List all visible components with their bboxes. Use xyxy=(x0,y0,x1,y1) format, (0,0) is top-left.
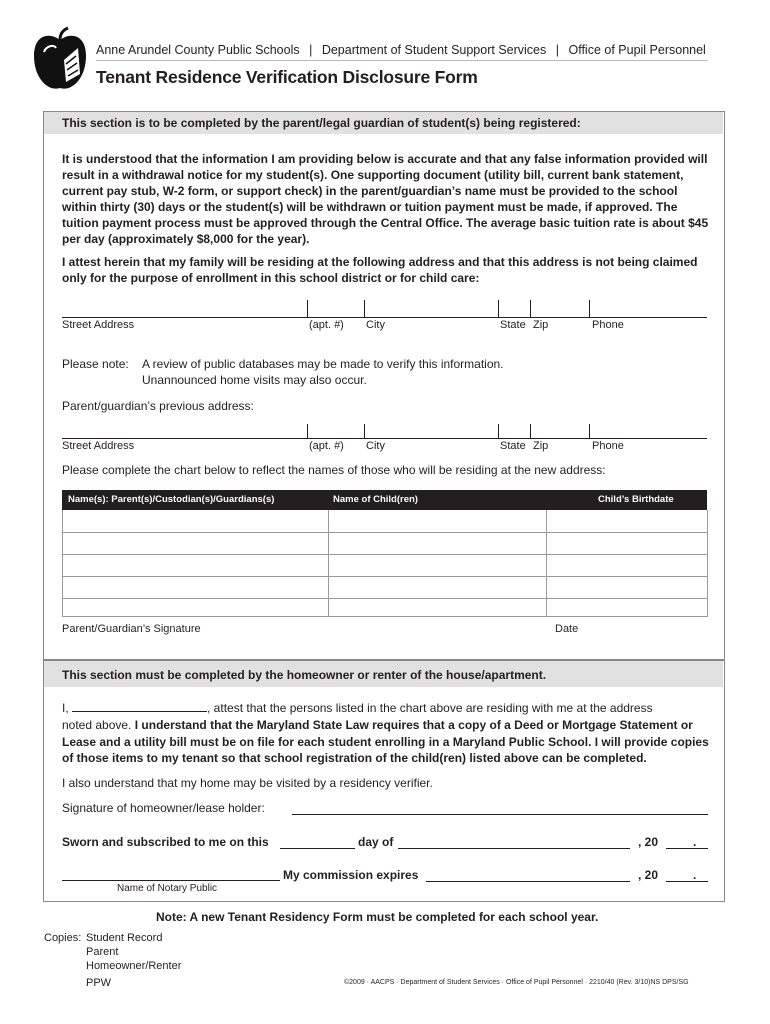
commission-label: My commission expires xyxy=(283,868,419,882)
copy-homeowner: Homeowner/Renter xyxy=(86,960,182,972)
label-prev-zip: Zip xyxy=(533,440,549,452)
label-prev-phone: Phone xyxy=(592,440,624,452)
label-prev-city: City xyxy=(366,440,385,452)
address-divider-phone xyxy=(589,300,590,317)
label-zip: Zip xyxy=(533,319,549,331)
footer-credit: ©2009 · AACPS · Department of Student Services · Office of Pupil Personnel · 2210/40 (Rev. 3/10)NS DPS/SG xyxy=(344,979,689,986)
homeowner-name-field[interactable] xyxy=(72,700,207,712)
label-prev-street: Street Address xyxy=(62,440,135,452)
homeowner-signature-field[interactable] xyxy=(292,800,708,815)
chart-instruction: Please complete the chart below to reflect the names of those who will be residing at the new address: xyxy=(62,463,606,477)
attest-law-text: I understand that the Maryland State Law requires that a copy of a Deed or Mortgage Statement or Lease and a utility bill must be on file for each student enrolling in a Maryland Public School. I will provide copies of those items to my tenant so that school registration of the child(ren) listed above can be completed. xyxy=(62,718,709,765)
verifier-text: I also understand that my home may be visited by a residency verifier. xyxy=(62,776,433,790)
prev-divider-zip xyxy=(530,424,531,438)
th-birthdate: Child’s Birthdate xyxy=(598,494,674,505)
note-line-1: A review of public databases may be made to verify this information. xyxy=(142,357,504,371)
copies-label: Copies: xyxy=(44,932,82,944)
table-col-divider-1 xyxy=(328,510,329,617)
section-homeowner-heading: This section must be completed by the homeowner or renter of the house/apartment. xyxy=(62,668,547,682)
th-parents: Name(s): Parent(s)/Custodian(s)/Guardians(s) xyxy=(68,494,275,505)
copy-ppw: PPW xyxy=(86,977,112,989)
previous-address-label: Parent/guardian’s previous address: xyxy=(62,399,254,413)
sworn-period: . xyxy=(693,835,697,849)
note-prefix: Please note: xyxy=(62,357,129,371)
org-school: Anne Arundel County Public Schools xyxy=(96,43,300,57)
table-row[interactable] xyxy=(62,554,707,577)
notary-name-label: Name of Notary Public xyxy=(117,883,218,894)
commission-year-field[interactable] xyxy=(666,867,708,882)
copy-parent: Parent xyxy=(86,946,119,958)
sworn-year-prefix: , 20 xyxy=(638,835,659,849)
org-line xyxy=(96,43,706,57)
commission-date-field[interactable] xyxy=(426,867,630,882)
previous-address-line[interactable] xyxy=(62,438,707,439)
footer-note: Note: A new Tenant Residency Form must be completed for each school year. xyxy=(156,910,599,924)
address-divider-state xyxy=(498,300,499,317)
attest-paragraph: I attest herein that my family will be residing at the following address and that this address is not being claimed only for the purpose of enrollment in this school district or for child care: xyxy=(62,255,698,285)
day-of-label: day of xyxy=(358,835,394,849)
commission-period: . xyxy=(693,868,697,882)
attest-line-rest: , attest that the persons listed in the chart above are residing with me at the address xyxy=(207,701,653,715)
sworn-year-field[interactable] xyxy=(666,834,708,849)
label-street: Street Address xyxy=(62,319,135,331)
org-department: Department of Student Support Services xyxy=(321,43,547,57)
sworn-month-field[interactable] xyxy=(398,834,630,849)
disclosure-paragraph: It is understood that the information I am providing below is accurate and that any false information provided will result in a withdrawal notice for my student(s). One supporting document (utility bill, current bank statement, current pay stub, W-2 form, or support check) in the parent/guardian’s name must be provided to the school within thirty (30) days or the student(s) will be withdrawn or tuition payment must be made, if approved. The tuition payment process must be approved through the Central Office. The average basic tuition rate is about $45 per day (approximately $8,000 for the year). xyxy=(62,152,709,246)
prev-divider-state xyxy=(498,424,499,438)
org-sep-1: | xyxy=(309,43,313,57)
date-label: Date xyxy=(555,623,579,635)
header-rule xyxy=(96,60,708,61)
org-sep-2: | xyxy=(555,43,559,57)
table-col-divider-2 xyxy=(546,510,547,617)
prev-divider-apt xyxy=(307,424,308,438)
label-state: State xyxy=(500,319,526,331)
th-children: Name of Child(ren) xyxy=(333,494,418,505)
attest-prefix: I, xyxy=(62,701,69,715)
label-prev-apt: (apt. #) xyxy=(309,440,344,452)
address-divider-zip xyxy=(530,300,531,317)
attest-noted: noted above. xyxy=(62,718,132,732)
commission-year-prefix: , 20 xyxy=(638,868,659,882)
label-prev-state: State xyxy=(500,440,526,452)
section-parent-heading: This section is to be completed by the parent/legal guardian of student(s) being registered: xyxy=(62,116,581,130)
prev-divider-phone xyxy=(589,424,590,438)
sworn-label: Sworn and subscribed to me on this xyxy=(62,835,269,849)
parent-signature-label: Parent/Guardian’s Signature xyxy=(62,623,201,635)
attest-line xyxy=(62,700,653,715)
label-phone: Phone xyxy=(592,319,624,331)
notary-name-field[interactable] xyxy=(62,866,280,881)
homeowner-signature-label: Signature of homeowner/lease holder: xyxy=(62,801,265,815)
sworn-day-field[interactable] xyxy=(280,834,355,849)
table-row[interactable] xyxy=(62,598,707,620)
table-row[interactable] xyxy=(62,532,707,555)
label-city: City xyxy=(366,319,385,331)
table-row[interactable] xyxy=(62,510,707,533)
attest-continued xyxy=(62,717,712,767)
copy-student-record: Student Record xyxy=(86,932,163,944)
form-title: Tenant Residence Verification Disclosure Form xyxy=(96,67,478,87)
address-divider-apt xyxy=(307,300,308,317)
address-line[interactable] xyxy=(62,317,707,318)
aacps-logo xyxy=(30,26,90,96)
prev-divider-city xyxy=(364,424,365,438)
label-apt: (apt. #) xyxy=(309,319,344,331)
note-line-2: Unannounced home visits may also occur. xyxy=(142,373,367,387)
org-office: Office of Pupil Personnel xyxy=(568,43,706,57)
address-divider-city xyxy=(364,300,365,317)
table-row[interactable] xyxy=(62,576,707,599)
